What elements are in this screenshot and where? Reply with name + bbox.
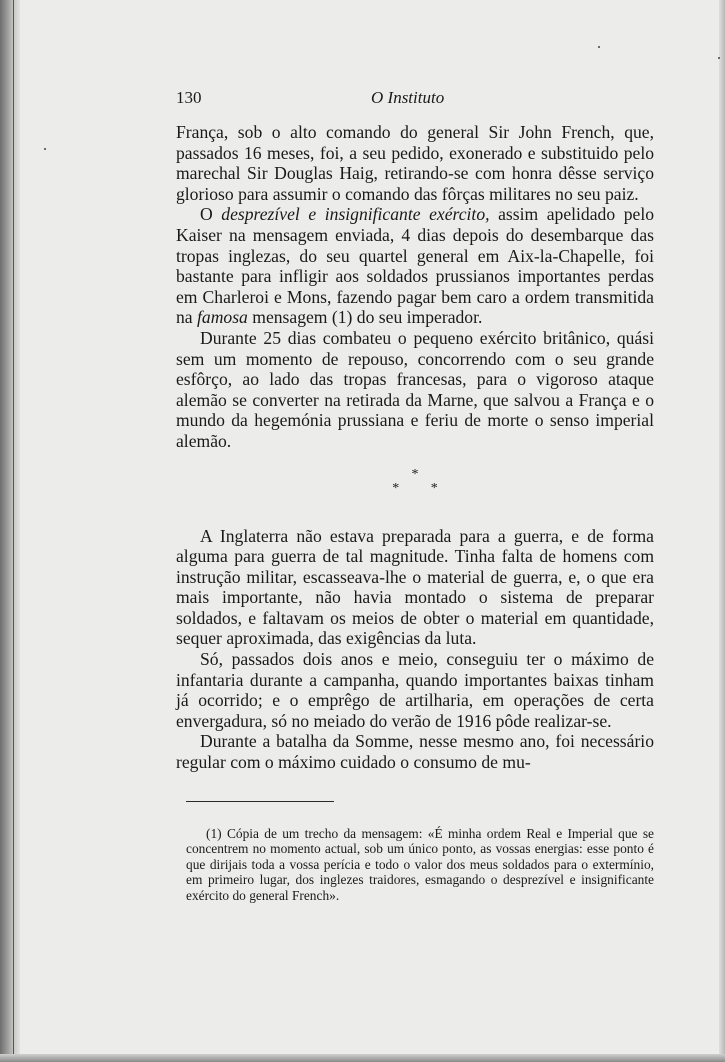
book-page <box>176 88 654 904</box>
section-asterism <box>176 468 654 496</box>
asterism-bottom: * * <box>392 480 452 496</box>
page-bottom-edge <box>0 1054 725 1062</box>
asterism-top: * <box>411 466 419 482</box>
paragraph-2-lead: O <box>200 204 222 225</box>
paragraph-5: Só, passados dois anos e meio, conseguiu ter o máximo de infantaria durante a campanha, quando importantes baixas tinham já ocorrido; e o emprêgo de artilharia, em operações de certa envergadura, só no meiado do verão de 1916 pôde realizar-se. <box>176 649 654 731</box>
paper-speck <box>718 57 720 59</box>
paragraph-2-tail: mensagem (1) do seu imperador. <box>247 307 483 328</box>
paragraph-6: Durante a batalha da Somme, nesse mesmo ano, foi necessário regular com o máximo cuidado o consumo de mu- <box>176 731 654 773</box>
page-header <box>176 88 654 114</box>
paragraph-1: França, sob o alto comando do general Sir John French, que, passados 16 meses, foi, a seu pedido, exonerado e substituido pelo marechal Sir Douglas Haig, retirando-se com honra dêsse serviço glorioso para assumir o comando das fôrças militares no seu paiz. <box>176 122 654 204</box>
paragraph-2-italic-word: famosa <box>197 307 248 328</box>
paragraph-4: A Inglaterra não estava preparada para a guerra, e de forma alguma para guerra de tal magnitude. Tinha falta de homens com instrução militar, escasseava-lhe o material de guerra, e, o que era mais importante, não havia montado o sistema de preparar soldados, e faltavam os meios de obter o material em quantidade, sequer aproximada, das exigências da luta. <box>176 525 654 649</box>
binding-edge-line <box>13 0 14 1062</box>
footnote <box>186 826 654 904</box>
paper-speck <box>598 46 600 48</box>
body-text <box>176 122 654 773</box>
footnote-text: (1) Cópia de um trecho da mensagem: «É minha ordem Real e Imperial que se concentrem no momento actual, sob um único ponto, as vossas energias: esse ponto é que dirijais toda a vossa perícia e todo o valor dos meus soldados para o extermínio, em primeiro lugar, dos inglezes traidores, esmagando o desprezível e insignificante exército do general French». <box>186 825 654 903</box>
paper-speck <box>44 148 46 150</box>
page-right-edge <box>719 0 725 1062</box>
paragraph-2-italic-phrase: desprezível e insignificante exército, <box>221 204 490 225</box>
paragraph-2-middle: assim apelidado pelo Kaiser na mensagem enviada, 4 dias depois do desembarque das tropas inglezas, do seu quartel general em Aix-la-Chapelle, foi bastante para infligir aos soldados prussianos importantes perdas em Charleroi e Mons, fazendo pagar bem caro a ordem transmitida na <box>176 204 655 328</box>
page-number: 130 <box>176 88 202 107</box>
footnote-rule <box>186 801 334 802</box>
book-binding-shadow <box>0 0 20 1062</box>
paragraph-2 <box>176 204 654 328</box>
paragraph-3: Durante 25 dias combateu o pequeno exército britânico, quási sem um momento de repouso, concorrendo com o seu grande esfôrço, ao lado das tropas francesas, para o vigoroso ataque alemão se converter na retirada da Marne, que salvou a França e o mundo da hegemónia prussiana e feriu de morte o senso imperial alemão. <box>176 327 654 451</box>
running-title: O Instituto <box>371 88 445 107</box>
